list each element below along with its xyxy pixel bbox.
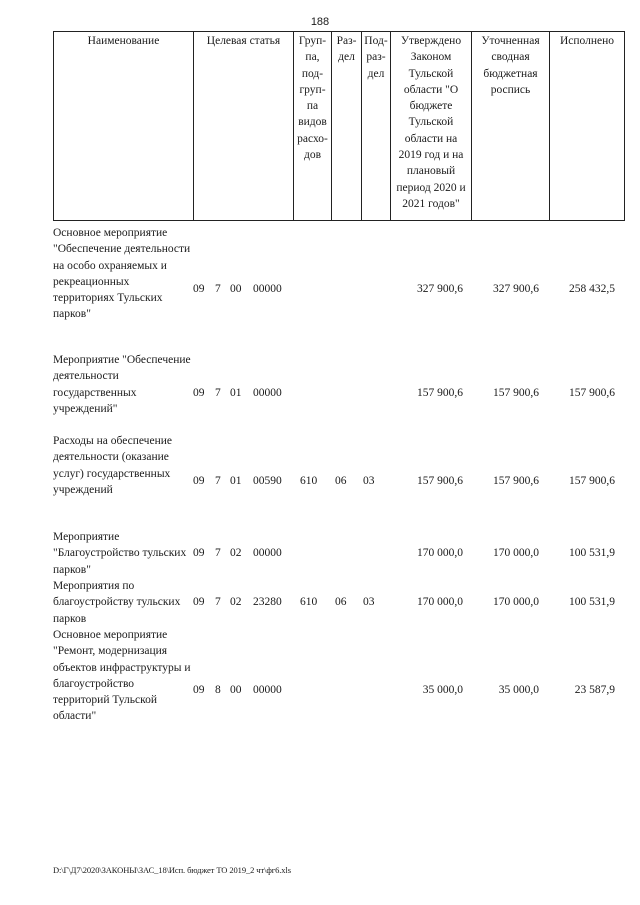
code-program: 09 bbox=[193, 684, 205, 696]
table-header bbox=[53, 31, 625, 221]
executed-value: 258 432,5 bbox=[569, 283, 615, 295]
code-direction: 00000 bbox=[253, 684, 282, 696]
revised-value: 327 900,6 bbox=[493, 283, 539, 295]
header-section: Раз-дел bbox=[332, 32, 362, 221]
executed-value: 157 900,6 bbox=[569, 475, 615, 487]
approved-value: 157 900,6 bbox=[417, 475, 463, 487]
code-direction: 00000 bbox=[253, 547, 282, 559]
revised-value: 170 000,0 bbox=[493, 596, 539, 608]
code-direction: 00000 bbox=[253, 387, 282, 399]
approved-value: 170 000,0 bbox=[417, 596, 463, 608]
approved-value: 170 000,0 bbox=[417, 547, 463, 559]
code-program: 09 bbox=[193, 475, 205, 487]
code-subprogram: 7 bbox=[215, 596, 221, 608]
code-event: 02 bbox=[230, 547, 242, 559]
section-value: 06 bbox=[335, 596, 347, 608]
header-revised: Уточненная сводная бюджетная роспись bbox=[472, 32, 550, 221]
code-direction: 00000 bbox=[253, 283, 282, 295]
code-direction: 00590 bbox=[253, 475, 282, 487]
row-name: Мероприятие "Обеспечение деятельности государственных учреждений" bbox=[53, 354, 191, 415]
page-number: 188 bbox=[310, 16, 330, 28]
code-program: 09 bbox=[193, 387, 205, 399]
code-subprogram: 7 bbox=[215, 387, 221, 399]
expense-group-value: 610 bbox=[300, 475, 318, 487]
code-subprogram: 7 bbox=[215, 547, 221, 559]
code-subprogram: 7 bbox=[215, 475, 221, 487]
row-name: Мероприятие "Благоустройство тульских парков" bbox=[53, 531, 187, 576]
subsection-value: 03 bbox=[363, 596, 375, 608]
code-program: 09 bbox=[193, 283, 205, 295]
code-event: 01 bbox=[230, 475, 242, 487]
code-direction: 23280 bbox=[253, 596, 282, 608]
code-subprogram: 7 bbox=[215, 283, 221, 295]
code-program: 09 bbox=[193, 547, 205, 559]
executed-value: 23 587,9 bbox=[574, 684, 615, 696]
revised-value: 157 900,6 bbox=[493, 387, 539, 399]
revised-value: 157 900,6 bbox=[493, 475, 539, 487]
subsection-value: 03 bbox=[363, 475, 375, 487]
code-subprogram: 8 bbox=[215, 684, 221, 696]
code-event: 00 bbox=[230, 684, 242, 696]
code-event: 00 bbox=[230, 283, 242, 295]
approved-value: 327 900,6 bbox=[417, 283, 463, 295]
revised-value: 170 000,0 bbox=[493, 547, 539, 559]
header-approved: Утверждено Законом Тульской области "О бюджете Тульской области на 2019 год и на плановый период 2020 и 2021 годов" bbox=[391, 32, 472, 221]
executed-value: 100 531,9 bbox=[569, 547, 615, 559]
executed-value: 157 900,6 bbox=[569, 387, 615, 399]
approved-value: 35 000,0 bbox=[422, 684, 463, 696]
code-program: 09 bbox=[193, 596, 205, 608]
code-event: 02 bbox=[230, 596, 242, 608]
header-executed: Исполнено bbox=[550, 32, 625, 221]
code-event: 01 bbox=[230, 387, 242, 399]
header-subsection: Под-раз-дел bbox=[362, 32, 391, 221]
row-name: Основное мероприятие "Обеспечение деятельности на особо охраняемых и рекреационных территориях Тульских парков" bbox=[53, 227, 191, 321]
section-value: 06 bbox=[335, 475, 347, 487]
file-path-footer: D:\Г\Д7\2020\ЗАКОНЫ\ЗАС_18\Исп. бюджет ТО 2019_2 чт\фг6.xls bbox=[53, 865, 291, 875]
row-name: Мероприятия по благоустройству тульских парков bbox=[53, 580, 181, 625]
header-name: Наименование bbox=[54, 32, 194, 221]
row-name: Основное мероприятие "Ремонт, модернизация объектов инфраструктуры и благоустройство территорий Тульской области" bbox=[53, 629, 191, 723]
executed-value: 100 531,9 bbox=[569, 596, 615, 608]
revised-value: 35 000,0 bbox=[498, 684, 539, 696]
header-target: Целевая статья bbox=[194, 32, 294, 221]
expense-group-value: 610 bbox=[300, 596, 318, 608]
row-name: Расходы на обеспечение деятельности (оказание услуг) государственных учреждений bbox=[53, 435, 172, 496]
header-group: Груп-па, под-груп-па видов расхо-дов bbox=[294, 32, 332, 221]
approved-value: 157 900,6 bbox=[417, 387, 463, 399]
